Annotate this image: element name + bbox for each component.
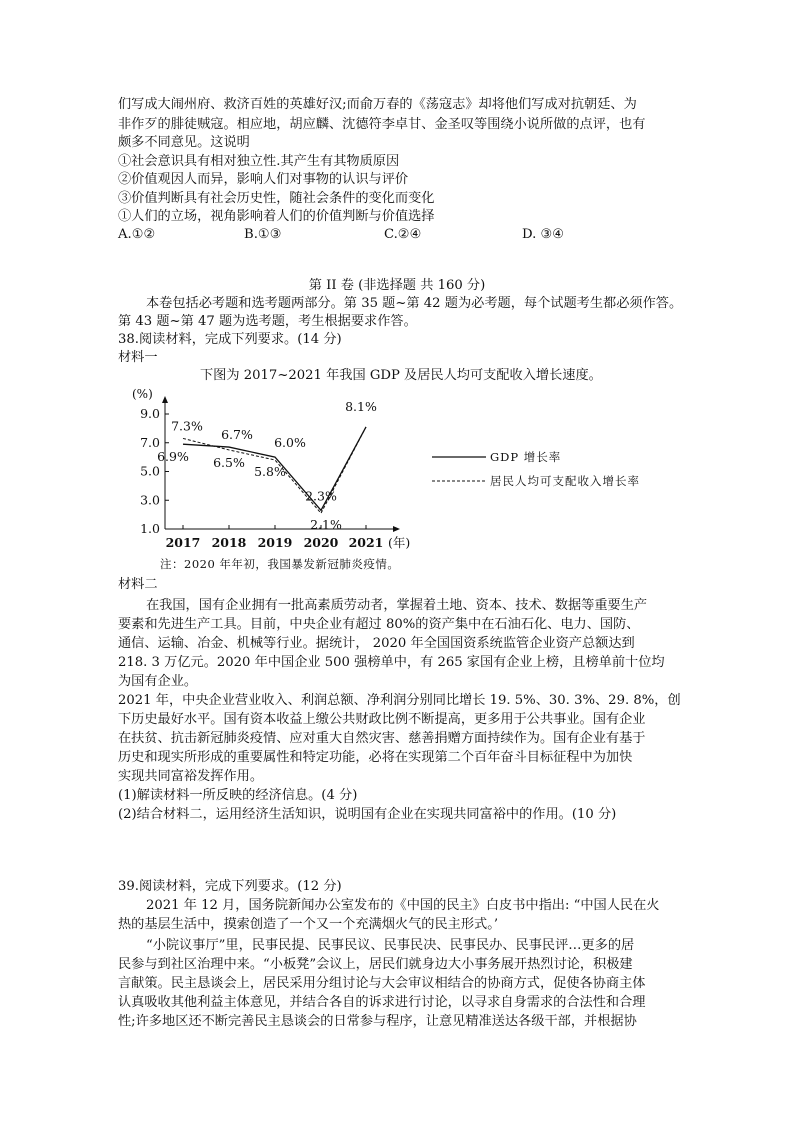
part2-title: 第 II 卷 (非选择题 共 160 分): [308, 278, 486, 293]
q38-para2-line-4: 历史和现实所形成的重要属性和特定功能，必将在实现第二个百年奋斗目标征程中为加快: [118, 750, 633, 765]
data-label: 7.3%: [171, 418, 203, 434]
q37-line-2: 非作歹的腓徒贼寇。相应地，胡应麟、沈德符李卓甘、金圣叹等围绕小说所做的点评，也有: [118, 117, 646, 132]
chart-note: 注：2020 年年初，我国暴发新冠肺炎疫情。: [160, 557, 400, 571]
y-tick-label: 3.0: [140, 492, 160, 508]
q38-para2-line-1: 2021 年，中央企业营业收入、利润总额、净利润分别同比增长 19. 5%、30. 3%、29. 8%，创: [118, 693, 681, 708]
q39-para1-line-2: 热的基层生活中，摸索创造了一个又一个充满烟火气的民主形式。’: [118, 917, 499, 932]
q38-para1-line-2: 要素和先进生产工具。目前，中央企业有超过 80%的资产集中在石油石化、电力、国防、: [118, 617, 640, 632]
q38-para1-line-3: 通信、运输、冶金、机械等行业。据统计， 2020 年全国国资系统监管企业资产总额达到: [118, 636, 635, 651]
q37-line-1: 们写成大闹州府、救济百姓的英雄好汉;而俞万春的《荡寇志》却将他们写成对抗朝廷、为: [118, 97, 637, 112]
x-axis-label: (年): [388, 535, 411, 550]
y-axis-arrow: [162, 396, 168, 403]
q39-para2-line-4: 认真吸收其他利益主体意见，并结合各自的诉求进行讨论，以寻求自身需求的合法性和合理: [118, 995, 646, 1010]
q37-statement-4: ①人们的立场，视角影响着人们的价值判断与价值选择: [118, 209, 435, 224]
q39-para2-line-2: 民参与到社区治理中来。“小板凳”会议上，居民们就身边大小事务展开热烈讨论，积极建: [118, 957, 633, 972]
y-tick-label: 7.0: [140, 434, 160, 450]
option-a: A.①②: [118, 227, 156, 242]
data-label: 5.8%: [254, 464, 286, 479]
q37-statement-2: ②价值观因人而异，影响人们对事物的认识与评价: [118, 172, 409, 187]
y-tick-label: 1.0: [140, 521, 160, 536]
legend-income-label: 居民人均可支配收入增长率: [490, 474, 640, 488]
part2-intro-1: 本卷包括必考题和选考题两部分。第 35 题~第 42 题为必考题，每个试题考生都必须作答。: [146, 296, 683, 311]
q38-para1-line-5: 为国有企业。: [118, 674, 198, 689]
y-axis-label: (%): [132, 387, 153, 401]
q39-para2-line-1: “小院议事厅”里，民事民提、民事民议、民事民决、民事民办、民事民评…更多的居: [146, 938, 635, 953]
x-tick-label: 2017: [165, 535, 201, 550]
y-tick-label: 5.0: [140, 463, 160, 479]
y-tick-label: 9.0: [140, 406, 160, 421]
q38-para1-line-1: 在我国，国有企业拥有一批高素质劳动者，掌握着土地、资本、技术、数据等重要生产: [146, 598, 648, 613]
q39-para2-line-3: 言献策。民主恳谈会上，居民采用分组讨论与大会审议相结合的协商方式，促使各协商主体: [118, 976, 646, 991]
data-label: 2.1%: [310, 517, 342, 533]
x-tick-label: 2019: [257, 535, 293, 550]
q38-question-1: (1)解读材料一所反映的经济信息。(4 分): [118, 788, 358, 803]
q37-line-3: 颇多不同意见。这说明: [118, 135, 250, 150]
q38-para1-line-4: 218. 3 万亿元。2020 年中国企业 500 强榜单中，有 265 家国有企业上榜，且榜单前十位均: [118, 655, 665, 670]
q38-para2-line-2: 下历史最好水平。国有资本收益上缴公共财政比例不断提高，更多用于公共事业。国有企业: [118, 712, 646, 727]
chart-caption: 下图为 2017~2021 年我国 GDP 及居民人均可支配收入增长速度。: [200, 368, 602, 383]
data-label: 6.9%: [157, 449, 189, 465]
q37-statement-1: ①社会意识具有相对独立性.其产生有其物质原因: [118, 154, 400, 169]
data-label: 6.7%: [221, 427, 253, 443]
q37-statement-3: ③价值判断具有社会历史性，随社会条件的变化而变化: [118, 191, 435, 206]
option-c: C.②④: [384, 227, 422, 242]
data-label: 2.3%: [305, 488, 337, 504]
x-tick-label: 2018: [211, 535, 247, 550]
q39-para1-line-1: 2021 年 12 月，国务院新闻办公室发布的《中国的民主》白皮书中指出: “中国人民在火: [146, 898, 660, 913]
q39-title: 39.阅读材料，完成下列要求。(12 分): [118, 879, 342, 894]
q38-para2-line-5: 实现共同富裕发挥作用。: [118, 769, 264, 784]
x-axis-arrow: [393, 526, 400, 532]
q38-title: 38.阅读材料，完成下列要求。(14 分): [118, 332, 342, 347]
q38-material1: 材料一: [118, 350, 158, 365]
data-label: 8.1%: [345, 398, 377, 414]
x-tick-label: 2021: [348, 535, 384, 550]
q38-question-2: (2)结合材料二，运用经济生活知识，说明国有企业在实现共同富裕中的作用。(10 分): [118, 807, 617, 822]
part2-intro-2: 第 43 题~第 47 题为选考题，考生根据要求作答。: [118, 314, 417, 329]
option-b: B.①③: [244, 227, 282, 242]
q38-material2: 材料二: [118, 577, 158, 592]
option-d: D. ③④: [522, 227, 565, 242]
data-label: 6.5%: [213, 454, 245, 470]
data-label: 6.0%: [274, 435, 306, 451]
x-tick-label: 2020: [303, 535, 339, 550]
q39-para2-line-5: 性;许多地区还不断完善民主恳谈会的日常参与程序，让意见精准送达各级干部，并根据协: [118, 1014, 637, 1029]
legend-gdp-label: GDP 增长率: [490, 450, 562, 464]
q38-para2-line-3: 在扶贫、抗击新冠肺炎疫情、应对重大自然灾害、慈善捐赠方面持续作为。国有企业有基于: [118, 731, 646, 746]
